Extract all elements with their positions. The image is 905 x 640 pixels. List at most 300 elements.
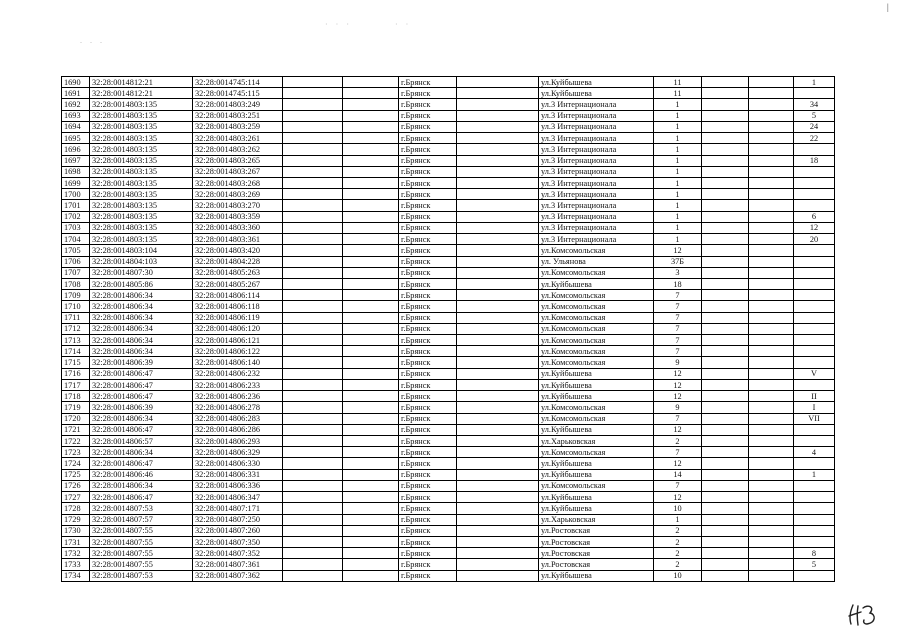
empty-cell <box>343 548 399 559</box>
empty-cell <box>749 88 794 99</box>
row-number-cell: 1695 <box>62 133 90 144</box>
table-row <box>62 458 835 469</box>
empty-cell <box>457 189 539 200</box>
empty-cell <box>457 346 539 357</box>
empty-cell <box>457 514 539 525</box>
apartment-cell <box>794 346 835 357</box>
table-row <box>62 503 835 514</box>
row-number-cell: 1717 <box>62 379 90 390</box>
row-number-cell: 1724 <box>62 458 90 469</box>
city-cell: г.Брянск <box>399 301 457 312</box>
city-cell: г.Брянск <box>399 312 457 323</box>
city-cell: г.Брянск <box>399 245 457 256</box>
empty-cell <box>343 424 399 435</box>
parcel-cadastral-cell: 32:28:0014803:259 <box>193 121 283 132</box>
parcel-cadastral-cell: 32:28:0014806:329 <box>193 447 283 458</box>
empty-cell <box>702 99 749 110</box>
empty-cell <box>283 211 343 222</box>
empty-cell <box>749 458 794 469</box>
city-cell: г.Брянск <box>399 469 457 480</box>
street-cell: ул.Куйбышева <box>539 469 654 480</box>
apartment-cell <box>794 245 835 256</box>
apartment-cell: 22 <box>794 133 835 144</box>
block-cadastral-cell: 32:28:0014807:55 <box>90 536 193 547</box>
street-cell: ул.Куйбышева <box>539 278 654 289</box>
table-row <box>62 469 835 480</box>
house-number-cell: 1 <box>654 189 702 200</box>
row-number-cell: 1702 <box>62 211 90 222</box>
empty-cell <box>343 480 399 491</box>
street-cell: ул.Комсомольская <box>539 335 654 346</box>
table-row <box>62 200 835 211</box>
empty-cell <box>702 200 749 211</box>
city-cell: г.Брянск <box>399 144 457 155</box>
empty-cell <box>702 492 749 503</box>
empty-cell <box>283 312 343 323</box>
table-row <box>62 256 835 267</box>
street-cell: ул.Куйбышева <box>539 424 654 435</box>
street-cell: ул.Куйбышева <box>539 570 654 581</box>
row-number-cell: 1730 <box>62 525 90 536</box>
apartment-cell <box>794 301 835 312</box>
table-row <box>62 323 835 334</box>
empty-cell <box>702 536 749 547</box>
empty-cell <box>343 559 399 570</box>
house-number-cell: 7 <box>654 480 702 491</box>
table-row <box>62 222 835 233</box>
street-cell: ул.Комсомольская <box>539 402 654 413</box>
empty-cell <box>283 267 343 278</box>
row-number-cell: 1694 <box>62 121 90 132</box>
apartment-cell <box>794 503 835 514</box>
empty-cell <box>702 424 749 435</box>
empty-cell <box>702 290 749 301</box>
house-number-cell: 2 <box>654 536 702 547</box>
empty-cell <box>749 514 794 525</box>
parcel-cadastral-cell: 32:28:0014803:270 <box>193 200 283 211</box>
parcel-cadastral-cell: 32:28:0014807:350 <box>193 536 283 547</box>
house-number-cell: 2 <box>654 525 702 536</box>
row-number-cell: 1705 <box>62 245 90 256</box>
parcel-cadastral-cell: 32:28:0014806:286 <box>193 424 283 435</box>
city-cell: г.Брянск <box>399 357 457 368</box>
row-number-cell: 1708 <box>62 278 90 289</box>
street-cell: ул.Ростовская <box>539 536 654 547</box>
empty-cell <box>457 559 539 570</box>
empty-cell <box>702 436 749 447</box>
row-number-cell: 1711 <box>62 312 90 323</box>
row-number-cell: 1703 <box>62 222 90 233</box>
empty-cell <box>702 357 749 368</box>
empty-cell <box>749 267 794 278</box>
house-number-cell: 7 <box>654 312 702 323</box>
empty-cell <box>343 245 399 256</box>
city-cell: г.Брянск <box>399 222 457 233</box>
empty-cell <box>343 368 399 379</box>
apartment-cell <box>794 256 835 267</box>
apartment-cell: 5 <box>794 559 835 570</box>
block-cadastral-cell: 32:28:0014806:46 <box>90 469 193 480</box>
empty-cell <box>702 402 749 413</box>
street-cell: ул.Ростовская <box>539 559 654 570</box>
house-number-cell: 1 <box>654 144 702 155</box>
empty-cell <box>457 99 539 110</box>
apartment-cell <box>794 357 835 368</box>
empty-cell <box>749 245 794 256</box>
block-cadastral-cell: 32:28:0014803:135 <box>90 211 193 222</box>
block-cadastral-cell: 32:28:0014806:47 <box>90 458 193 469</box>
empty-cell <box>457 570 539 581</box>
empty-cell <box>283 424 343 435</box>
empty-cell <box>457 177 539 188</box>
block-cadastral-cell: 32:28:0014803:135 <box>90 166 193 177</box>
block-cadastral-cell: 32:28:0014803:135 <box>90 155 193 166</box>
empty-cell <box>343 570 399 581</box>
empty-cell <box>749 301 794 312</box>
house-number-cell: 9 <box>654 402 702 413</box>
empty-cell <box>457 402 539 413</box>
empty-cell <box>702 346 749 357</box>
empty-cell <box>749 121 794 132</box>
apartment-cell <box>794 189 835 200</box>
empty-cell <box>457 357 539 368</box>
parcel-cadastral-cell: 32:28:0014806:331 <box>193 469 283 480</box>
table-row <box>62 211 835 222</box>
parcel-cadastral-cell: 32:28:0014803:261 <box>193 133 283 144</box>
empty-cell <box>457 536 539 547</box>
parcel-cadastral-cell: 32:28:0014807:361 <box>193 559 283 570</box>
block-cadastral-cell: 32:28:0014807:55 <box>90 548 193 559</box>
block-cadastral-cell: 32:28:0014803:135 <box>90 177 193 188</box>
apartment-cell: 1 <box>794 469 835 480</box>
table-row <box>62 335 835 346</box>
city-cell: г.Брянск <box>399 121 457 132</box>
empty-cell <box>283 368 343 379</box>
row-number-cell: 1699 <box>62 177 90 188</box>
empty-cell <box>702 559 749 570</box>
empty-cell <box>457 234 539 245</box>
street-cell: ул.3 Интернационала <box>539 155 654 166</box>
apartment-cell: 6 <box>794 211 835 222</box>
apartment-cell: V <box>794 368 835 379</box>
street-cell: ул.Куйбышева <box>539 379 654 390</box>
empty-cell <box>749 200 794 211</box>
city-cell: г.Брянск <box>399 492 457 503</box>
empty-cell <box>749 436 794 447</box>
city-cell: г.Брянск <box>399 436 457 447</box>
apartment-cell <box>794 200 835 211</box>
scan-edge-mark: | <box>886 2 889 12</box>
empty-cell <box>343 469 399 480</box>
table-row <box>62 166 835 177</box>
empty-cell <box>702 413 749 424</box>
city-cell: г.Брянск <box>399 480 457 491</box>
empty-cell <box>457 245 539 256</box>
empty-cell <box>343 222 399 233</box>
house-number-cell: 1 <box>654 166 702 177</box>
house-number-cell: 10 <box>654 570 702 581</box>
empty-cell <box>283 323 343 334</box>
parcel-cadastral-cell: 32:28:0014805:263 <box>193 267 283 278</box>
city-cell: г.Брянск <box>399 323 457 334</box>
street-cell: ул.Ростовская <box>539 525 654 536</box>
row-number-cell: 1700 <box>62 189 90 200</box>
parcel-cadastral-cell: 32:28:0014803:251 <box>193 110 283 121</box>
street-cell: ул.3 Интернационала <box>539 211 654 222</box>
row-number-cell: 1727 <box>62 492 90 503</box>
street-cell: ул.Комсомольская <box>539 357 654 368</box>
parcel-cadastral-cell: 32:28:0014803:269 <box>193 189 283 200</box>
empty-cell <box>343 323 399 334</box>
empty-cell <box>283 234 343 245</box>
table-row <box>62 368 835 379</box>
empty-cell <box>702 211 749 222</box>
parcel-cadastral-cell: 32:28:0014806:140 <box>193 357 283 368</box>
table-row <box>62 447 835 458</box>
empty-cell <box>749 177 794 188</box>
parcel-cadastral-cell: 32:28:0014806:278 <box>193 402 283 413</box>
table-row <box>62 278 835 289</box>
empty-cell <box>702 278 749 289</box>
street-cell: ул.Куйбышева <box>539 503 654 514</box>
apartment-cell <box>794 88 835 99</box>
empty-cell <box>283 503 343 514</box>
empty-cell <box>457 88 539 99</box>
house-number-cell: 9 <box>654 357 702 368</box>
city-cell: г.Брянск <box>399 525 457 536</box>
table-row <box>62 177 835 188</box>
empty-cell <box>749 447 794 458</box>
empty-cell <box>457 290 539 301</box>
parcel-cadastral-cell: 32:28:0014806:293 <box>193 436 283 447</box>
empty-cell <box>343 346 399 357</box>
city-cell: г.Брянск <box>399 200 457 211</box>
empty-cell <box>702 177 749 188</box>
house-number-cell: 3 <box>654 267 702 278</box>
empty-cell <box>749 391 794 402</box>
table-row <box>62 413 835 424</box>
empty-cell <box>457 480 539 491</box>
table-row <box>62 424 835 435</box>
row-number-cell: 1723 <box>62 447 90 458</box>
parcel-cadastral-cell: 32:28:0014806:236 <box>193 391 283 402</box>
city-cell: г.Брянск <box>399 77 457 88</box>
block-cadastral-cell: 32:28:0014803:135 <box>90 121 193 132</box>
apartment-cell: VII <box>794 413 835 424</box>
row-number-cell: 1713 <box>62 335 90 346</box>
parcel-cadastral-cell: 32:28:0014803:361 <box>193 234 283 245</box>
table-row <box>62 548 835 559</box>
block-cadastral-cell: 32:28:0014806:34 <box>90 290 193 301</box>
empty-cell <box>457 335 539 346</box>
street-cell: ул.Куйбышева <box>539 492 654 503</box>
empty-cell <box>749 323 794 334</box>
table-row <box>62 559 835 570</box>
house-number-cell: 1 <box>654 234 702 245</box>
empty-cell <box>343 379 399 390</box>
street-cell: ул.Харьковская <box>539 436 654 447</box>
street-cell: ул.3 Интернационала <box>539 133 654 144</box>
empty-cell <box>343 99 399 110</box>
empty-cell <box>702 110 749 121</box>
empty-cell <box>749 234 794 245</box>
street-cell: ул.Куйбышева <box>539 77 654 88</box>
row-number-cell: 1707 <box>62 267 90 278</box>
apartment-cell <box>794 514 835 525</box>
empty-cell <box>283 548 343 559</box>
empty-cell <box>457 368 539 379</box>
apartment-cell <box>794 323 835 334</box>
street-cell: ул.3 Интернационала <box>539 166 654 177</box>
empty-cell <box>702 88 749 99</box>
empty-cell <box>702 391 749 402</box>
empty-cell <box>457 323 539 334</box>
row-number-cell: 1693 <box>62 110 90 121</box>
city-cell: г.Брянск <box>399 368 457 379</box>
empty-cell <box>702 503 749 514</box>
street-cell: ул.Куйбышева <box>539 88 654 99</box>
parcel-cadastral-cell: 32:28:0014807:352 <box>193 548 283 559</box>
empty-cell <box>702 121 749 132</box>
empty-cell <box>283 99 343 110</box>
parcel-cadastral-cell: 32:28:0014803:249 <box>193 99 283 110</box>
parcel-cadastral-cell: 32:28:0014806:119 <box>193 312 283 323</box>
street-cell: ул.3 Интернационала <box>539 200 654 211</box>
apartment-cell: 12 <box>794 222 835 233</box>
empty-cell <box>749 346 794 357</box>
row-number-cell: 1729 <box>62 514 90 525</box>
block-cadastral-cell: 32:28:0014803:135 <box>90 99 193 110</box>
empty-cell <box>343 256 399 267</box>
empty-cell <box>702 379 749 390</box>
apartment-cell: 34 <box>794 99 835 110</box>
empty-cell <box>749 256 794 267</box>
city-cell: г.Брянск <box>399 88 457 99</box>
empty-cell <box>343 503 399 514</box>
city-cell: г.Брянск <box>399 424 457 435</box>
empty-cell <box>343 312 399 323</box>
block-cadastral-cell: 32:28:0014803:135 <box>90 133 193 144</box>
row-number-cell: 1690 <box>62 77 90 88</box>
house-number-cell: 7 <box>654 447 702 458</box>
apartment-cell: 18 <box>794 155 835 166</box>
empty-cell <box>457 424 539 435</box>
apartment-cell: II <box>794 391 835 402</box>
empty-cell <box>749 492 794 503</box>
empty-cell <box>749 144 794 155</box>
empty-cell <box>702 155 749 166</box>
table-row <box>62 312 835 323</box>
house-number-cell: 1 <box>654 514 702 525</box>
empty-cell <box>343 77 399 88</box>
parcel-cadastral-cell: 32:28:0014804:228 <box>193 256 283 267</box>
empty-cell <box>749 312 794 323</box>
apartment-cell: 24 <box>794 121 835 132</box>
city-cell: г.Брянск <box>399 189 457 200</box>
table-row <box>62 88 835 99</box>
row-number-cell: 1692 <box>62 99 90 110</box>
empty-cell <box>749 536 794 547</box>
row-number-cell: 1697 <box>62 155 90 166</box>
city-cell: г.Брянск <box>399 256 457 267</box>
table-row <box>62 99 835 110</box>
empty-cell <box>283 245 343 256</box>
empty-cell <box>283 121 343 132</box>
parcel-cadastral-cell: 32:28:0014806:336 <box>193 480 283 491</box>
city-cell: г.Брянск <box>399 234 457 245</box>
empty-cell <box>457 447 539 458</box>
table-row <box>62 514 835 525</box>
empty-cell <box>283 458 343 469</box>
empty-cell <box>343 88 399 99</box>
block-cadastral-cell: 32:28:0014806:34 <box>90 335 193 346</box>
scan-dust: · · · <box>325 20 352 29</box>
empty-cell <box>343 514 399 525</box>
empty-cell <box>457 166 539 177</box>
empty-cell <box>283 379 343 390</box>
empty-cell <box>283 155 343 166</box>
row-number-cell: 1710 <box>62 301 90 312</box>
row-number-cell: 1712 <box>62 323 90 334</box>
empty-cell <box>702 469 749 480</box>
house-number-cell: 1 <box>654 133 702 144</box>
empty-cell <box>283 559 343 570</box>
empty-cell <box>343 413 399 424</box>
street-cell: ул.3 Интернационала <box>539 222 654 233</box>
empty-cell <box>343 402 399 413</box>
city-cell: г.Брянск <box>399 447 457 458</box>
empty-cell <box>702 267 749 278</box>
street-cell: ул.Куйбышева <box>539 368 654 379</box>
empty-cell <box>283 346 343 357</box>
empty-cell <box>702 301 749 312</box>
parcel-cadastral-cell: 32:28:0014803:359 <box>193 211 283 222</box>
empty-cell <box>457 391 539 402</box>
empty-cell <box>702 323 749 334</box>
empty-cell <box>702 189 749 200</box>
row-number-cell: 1719 <box>62 402 90 413</box>
table-row <box>62 402 835 413</box>
apartment-cell <box>794 436 835 447</box>
row-number-cell: 1734 <box>62 570 90 581</box>
block-cadastral-cell: 32:28:0014806:34 <box>90 323 193 334</box>
registry-body <box>62 77 835 582</box>
block-cadastral-cell: 32:28:0014807:55 <box>90 559 193 570</box>
house-number-cell: 1 <box>654 211 702 222</box>
row-number-cell: 1701 <box>62 200 90 211</box>
city-cell: г.Брянск <box>399 503 457 514</box>
city-cell: г.Брянск <box>399 548 457 559</box>
row-number-cell: 1698 <box>62 166 90 177</box>
block-cadastral-cell: 32:28:0014807:57 <box>90 514 193 525</box>
city-cell: г.Брянск <box>399 166 457 177</box>
block-cadastral-cell: 32:28:0014806:39 <box>90 402 193 413</box>
house-number-cell: 7 <box>654 301 702 312</box>
city-cell: г.Брянск <box>399 177 457 188</box>
block-cadastral-cell: 32:28:0014806:34 <box>90 301 193 312</box>
apartment-cell: 4 <box>794 447 835 458</box>
parcel-cadastral-cell: 32:28:0014806:283 <box>193 413 283 424</box>
apartment-cell <box>794 379 835 390</box>
empty-cell <box>749 525 794 536</box>
empty-cell <box>457 436 539 447</box>
city-cell: г.Брянск <box>399 278 457 289</box>
empty-cell <box>749 480 794 491</box>
empty-cell <box>457 211 539 222</box>
house-number-cell: 1 <box>654 222 702 233</box>
empty-cell <box>457 121 539 132</box>
empty-cell <box>283 200 343 211</box>
